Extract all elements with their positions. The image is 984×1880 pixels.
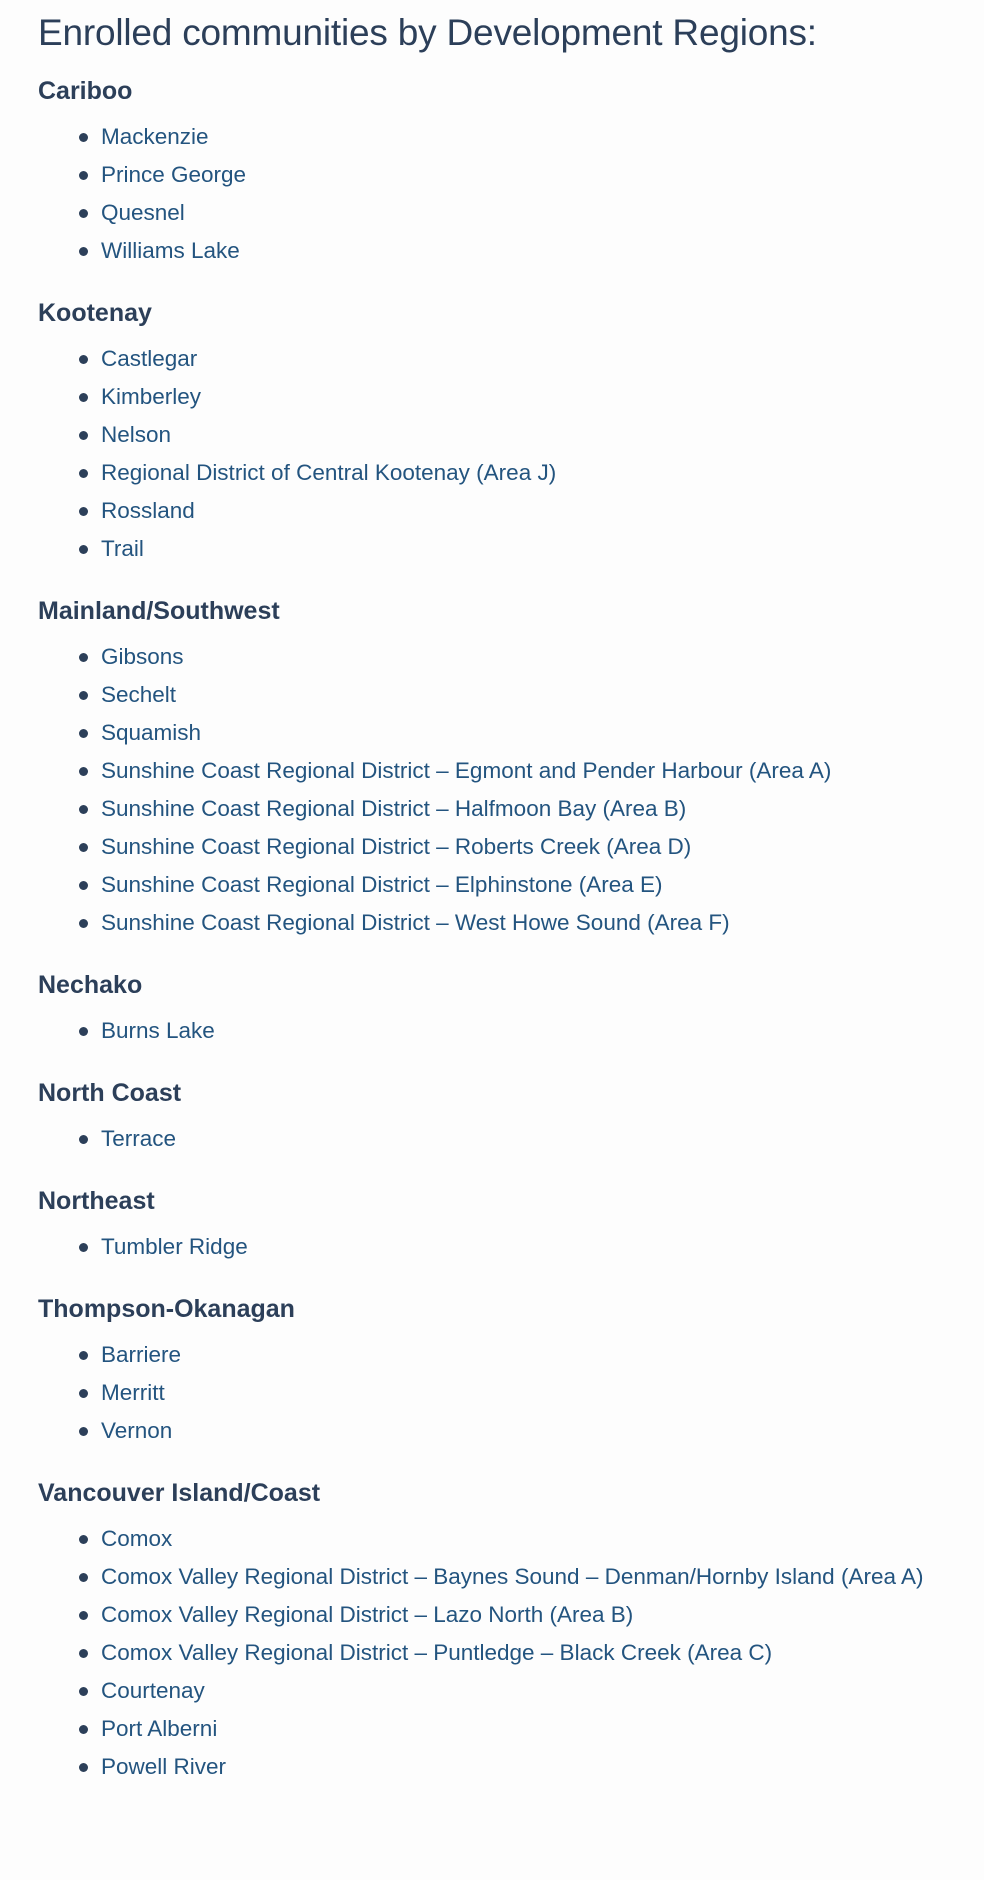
bullet-icon xyxy=(79,1135,88,1144)
community-list-item xyxy=(38,714,968,752)
community-list xyxy=(38,340,968,568)
bullet-icon xyxy=(79,1611,88,1620)
community-link[interactable]: Mackenzie xyxy=(101,124,209,149)
region-heading: Thompson-Okanagan xyxy=(38,1295,295,1323)
community-list-item xyxy=(38,454,968,492)
community-list-item xyxy=(38,1710,968,1748)
page-content xyxy=(38,0,968,1786)
community-link[interactable]: Quesnel xyxy=(101,200,185,225)
region-section-vancouver-island-coast xyxy=(38,1472,968,1786)
community-link[interactable]: Squamish xyxy=(101,720,202,745)
community-link[interactable]: Regional District of Central Kootenay (Area J) xyxy=(101,460,557,485)
community-link[interactable]: Comox Valley Regional District – Baynes Sound – Denman/Hornby Island (Area A) xyxy=(101,1564,924,1589)
community-list xyxy=(38,1228,968,1266)
bullet-icon xyxy=(79,133,88,142)
community-link[interactable]: Kimberley xyxy=(101,384,202,409)
bullet-icon xyxy=(79,1243,88,1252)
community-list-item xyxy=(38,194,968,232)
bullet-icon xyxy=(79,209,88,218)
bullet-icon xyxy=(79,507,88,516)
community-link[interactable]: Comox xyxy=(101,1526,173,1551)
bullet-icon xyxy=(79,431,88,440)
bullet-icon xyxy=(79,1027,88,1036)
bullet-icon xyxy=(79,1351,88,1360)
community-link[interactable]: Courtenay xyxy=(101,1678,205,1703)
community-list-item xyxy=(38,156,968,194)
community-list xyxy=(38,1520,968,1786)
community-list-item xyxy=(38,1012,968,1050)
community-link[interactable]: Burns Lake xyxy=(101,1018,215,1043)
community-link[interactable]: Sunshine Coast Regional District – Egmont and Pender Harbour (Area A) xyxy=(101,758,832,783)
region-section-north-coast xyxy=(38,1072,968,1158)
community-list-item xyxy=(38,416,968,454)
community-list-item xyxy=(38,1596,968,1634)
community-link[interactable]: Sunshine Coast Regional District – Halfmoon Bay (Area B) xyxy=(101,796,687,821)
bullet-icon xyxy=(79,805,88,814)
community-list-item xyxy=(38,828,968,866)
bullet-icon xyxy=(79,843,88,852)
region-section-nechako xyxy=(38,964,968,1050)
community-link[interactable]: Trail xyxy=(101,536,144,561)
community-list-item xyxy=(38,1228,968,1266)
community-list-item xyxy=(38,1748,968,1786)
community-list-item xyxy=(38,1374,968,1412)
bullet-icon xyxy=(79,1389,88,1398)
region-heading: Kootenay xyxy=(38,299,152,327)
bullet-icon xyxy=(79,653,88,662)
community-list xyxy=(38,1012,968,1050)
bullet-icon xyxy=(79,1535,88,1544)
region-section-kootenay xyxy=(38,292,968,568)
region-heading: Nechako xyxy=(38,971,143,999)
bullet-icon xyxy=(79,881,88,890)
community-link[interactable]: Tumbler Ridge xyxy=(101,1234,248,1259)
page-title: Enrolled communities by Development Regions: xyxy=(38,12,817,53)
region-section-cariboo xyxy=(38,70,968,270)
community-link[interactable]: Sunshine Coast Regional District – Roberts Creek (Area D) xyxy=(101,834,692,859)
community-link[interactable]: Comox Valley Regional District – Lazo North (Area B) xyxy=(101,1602,634,1627)
community-link[interactable]: Williams Lake xyxy=(101,238,240,263)
community-link[interactable]: Comox Valley Regional District – Puntledge – Black Creek (Area C) xyxy=(101,1640,773,1665)
bullet-icon xyxy=(79,1763,88,1772)
community-link[interactable]: Nelson xyxy=(101,422,172,447)
bullet-icon xyxy=(79,691,88,700)
regions-container xyxy=(38,70,968,1786)
region-section-thompson-okanagan xyxy=(38,1288,968,1450)
community-link[interactable]: Vernon xyxy=(101,1418,173,1443)
community-link[interactable]: Rossland xyxy=(101,498,195,523)
region-heading: Mainland/Southwest xyxy=(38,597,280,625)
community-list-item xyxy=(38,232,968,270)
region-section-northeast xyxy=(38,1180,968,1266)
community-list-item xyxy=(38,866,968,904)
bullet-icon xyxy=(79,469,88,478)
community-list-item xyxy=(38,378,968,416)
community-link[interactable]: Sechelt xyxy=(101,682,177,707)
bullet-icon xyxy=(79,171,88,180)
bullet-icon xyxy=(79,247,88,256)
community-list xyxy=(38,638,968,942)
community-list-item xyxy=(38,1336,968,1374)
community-list-item xyxy=(38,492,968,530)
bullet-icon xyxy=(79,545,88,554)
community-list-item xyxy=(38,752,968,790)
bullet-icon xyxy=(79,1687,88,1696)
community-list-item xyxy=(38,1412,968,1450)
bullet-icon xyxy=(79,1427,88,1436)
community-link[interactable]: Powell River xyxy=(101,1754,227,1779)
community-list-item xyxy=(38,118,968,156)
community-link[interactable]: Port Alberni xyxy=(101,1716,218,1741)
region-heading: Northeast xyxy=(38,1187,155,1215)
community-list-item xyxy=(38,340,968,378)
region-heading: North Coast xyxy=(38,1079,182,1107)
community-link[interactable]: Sunshine Coast Regional District – Elphinstone (Area E) xyxy=(101,872,663,897)
community-list-item xyxy=(38,1558,968,1596)
community-list-item xyxy=(38,904,968,942)
community-list-item xyxy=(38,530,968,568)
community-list-item xyxy=(38,1120,968,1158)
bullet-icon xyxy=(79,1573,88,1582)
community-list xyxy=(38,118,968,270)
region-section-mainland-southwest xyxy=(38,590,968,942)
region-heading: Vancouver Island/Coast xyxy=(38,1479,321,1507)
community-link[interactable]: Terrace xyxy=(101,1126,177,1151)
community-link[interactable]: Merritt xyxy=(101,1380,165,1405)
community-list-item xyxy=(38,1520,968,1558)
bullet-icon xyxy=(79,1649,88,1658)
community-link[interactable]: Prince George xyxy=(101,162,247,187)
community-list-item xyxy=(38,676,968,714)
bullet-icon xyxy=(79,393,88,402)
bullet-icon xyxy=(79,767,88,776)
region-heading: Cariboo xyxy=(38,77,133,105)
community-list xyxy=(38,1120,968,1158)
community-link[interactable]: Sunshine Coast Regional District – West Howe Sound (Area F) xyxy=(101,910,730,935)
bullet-icon xyxy=(79,919,88,928)
community-link[interactable]: Castlegar xyxy=(101,346,198,371)
community-list-item xyxy=(38,1672,968,1710)
community-list-item xyxy=(38,790,968,828)
community-link[interactable]: Gibsons xyxy=(101,644,184,669)
community-list-item xyxy=(38,638,968,676)
bullet-icon xyxy=(79,355,88,364)
community-link[interactable]: Barriere xyxy=(101,1342,182,1367)
community-list-item xyxy=(38,1634,968,1672)
bullet-icon xyxy=(79,729,88,738)
community-list xyxy=(38,1336,968,1450)
bullet-icon xyxy=(79,1725,88,1734)
